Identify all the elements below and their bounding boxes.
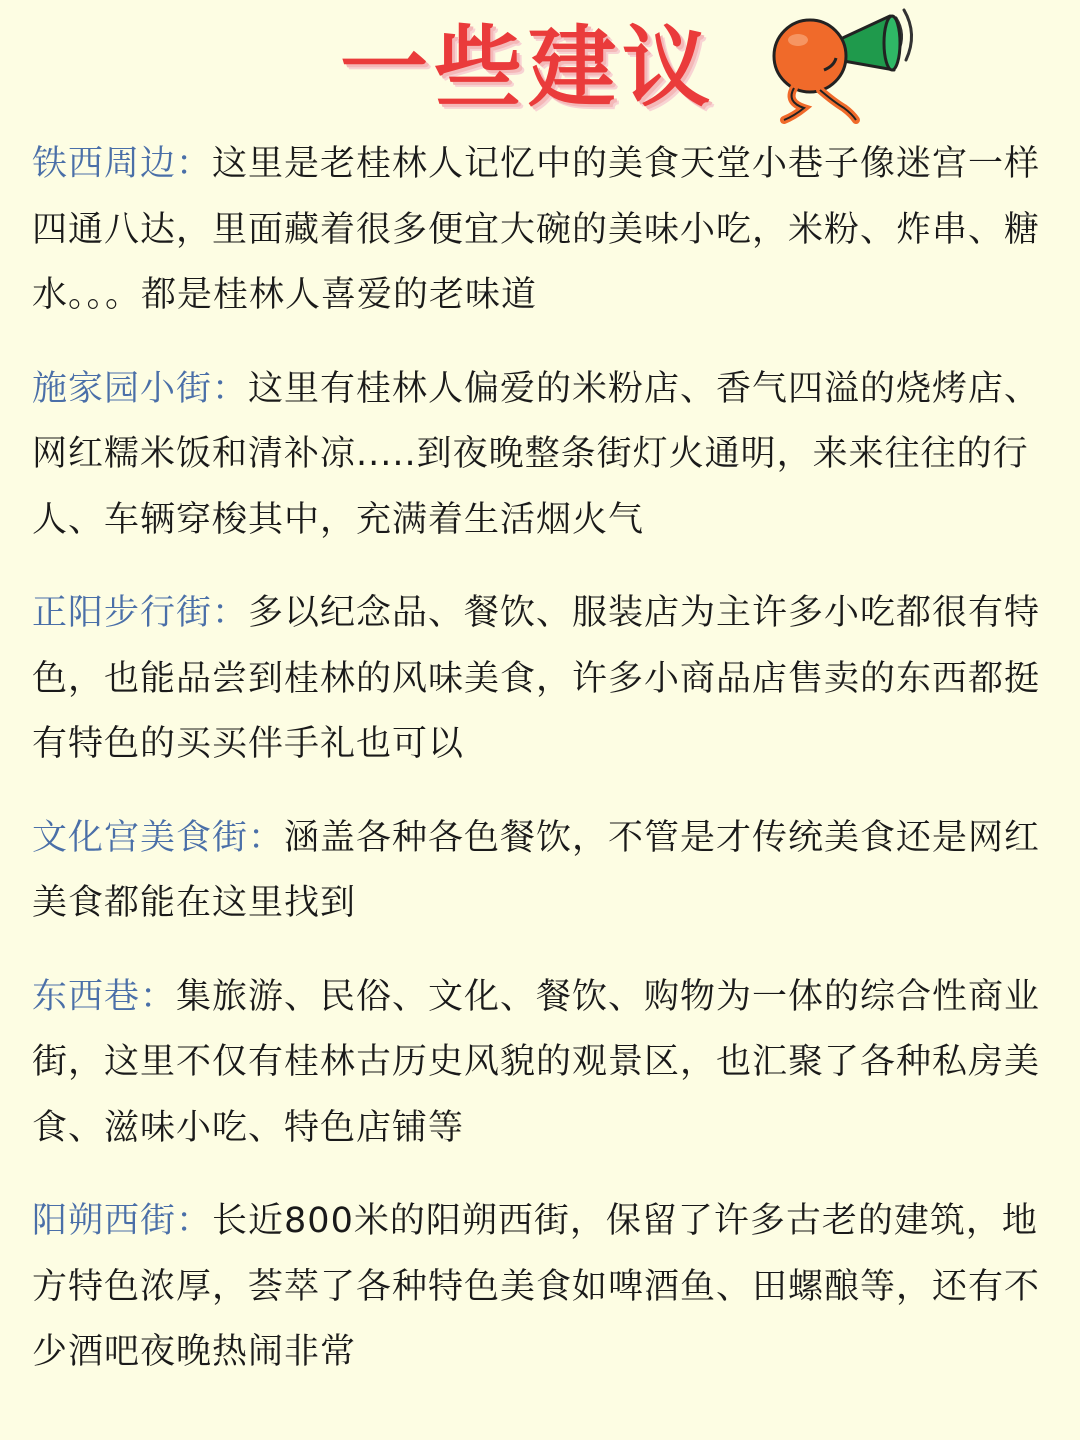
page-title: 一些建议 <box>340 16 717 119</box>
tip-body: 多以纪念品、餐饮、服装店为主许多小吃都很有特色，也能品尝到桂林的风味美食，许多小商品店售卖的东西都挺有特色的买买伴手礼也可以 <box>32 593 1041 764</box>
tips-list <box>32 132 1056 1414</box>
tip-title: 铁西周边 <box>32 144 177 184</box>
tip-body: 涵盖各种各色餐饮，不管是才传统美食还是网红美食都能在这里找到 <box>32 817 1041 923</box>
tip-yangshuo-west-street <box>32 1189 1056 1386</box>
tip-title: 阳朔西街 <box>32 1201 177 1241</box>
tip-shijiayuan <box>32 357 1056 554</box>
megaphone-mascot-icon <box>764 4 924 128</box>
tip-colon: ： <box>176 1201 213 1241</box>
tip-colon: ： <box>140 976 177 1017</box>
tip-title: 东西巷 <box>32 976 141 1017</box>
tip-tiexi <box>32 132 1056 329</box>
tip-title: 施家园小街 <box>32 368 213 409</box>
tip-body: 这里是老桂林人记忆中的美食天堂小巷子像迷宫一样四通八达，里面藏着很多便宜大碗的美味小吃，米粉、炸串、糖水。。。都是桂林人喜爱的老味道 <box>32 144 1041 315</box>
header <box>0 0 1080 130</box>
tip-wenhuagong <box>32 806 1056 937</box>
tip-colon: ： <box>176 144 213 184</box>
tip-title: 正阳步行街 <box>32 593 213 633</box>
tip-dongxixiang <box>32 965 1056 1162</box>
tip-colon: ： <box>248 817 285 858</box>
tip-zhengyang <box>32 581 1056 778</box>
tip-colon: ： <box>212 593 249 633</box>
tip-body: 集旅游、民俗、文化、餐饮、购物为一体的综合性商业街，这里不仅有桂林古历史风貌的观景区，也汇聚了各种私房美食、滋味小吃、特色店铺等 <box>32 976 1041 1148</box>
tip-body: 长近800米的阳朔西街，保留了许多古老的建筑，地方特色浓厚，荟萃了各种特色美食如啤酒鱼、田螺酿等，还有不少酒吧夜晚热闹非常 <box>32 1201 1041 1372</box>
tip-title: 文化宫美食街 <box>32 817 249 858</box>
tip-body: 这里有桂林人偏爱的米粉店、香气四溢的烧烤店、网红糯米饭和清补凉.....到夜晚整条街灯火通明，来来往往的行人、车辆穿梭其中，充满着生活烟火气 <box>32 368 1041 540</box>
tip-colon: ： <box>212 368 249 409</box>
